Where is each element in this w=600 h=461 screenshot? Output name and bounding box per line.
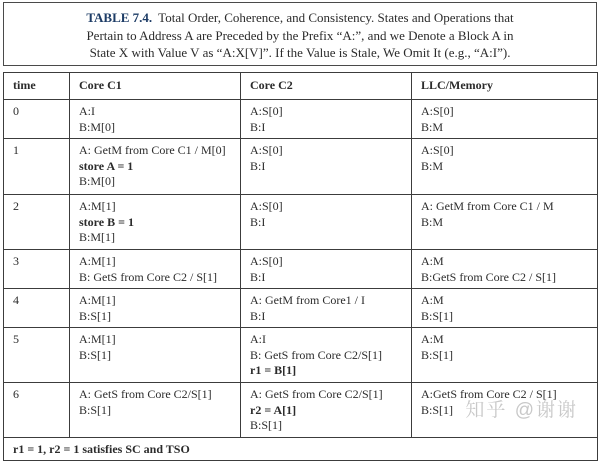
caption-line-2: Pertain to Address A are Preceded by the Prefix “A:”, and we Denote a Block A in bbox=[86, 27, 514, 43]
state-line: B:I bbox=[250, 308, 266, 323]
table-row bbox=[4, 383, 598, 438]
core-c1-cell bbox=[70, 100, 241, 139]
core-c1-cell bbox=[70, 383, 241, 438]
state-line: B:I bbox=[250, 119, 266, 134]
state-line: B:I bbox=[250, 269, 266, 284]
core-c1-cell bbox=[70, 139, 241, 195]
state-line: A:S[0] bbox=[250, 199, 283, 213]
core-c2-cell bbox=[241, 100, 412, 139]
table-row bbox=[4, 250, 598, 289]
state-line: B:I bbox=[250, 158, 266, 173]
core-c2-cell bbox=[241, 328, 412, 383]
table-number-label: TABLE 7.4. bbox=[86, 10, 153, 25]
state-line: A: GetS from Core C2/S[1] bbox=[250, 387, 383, 401]
state-line: B:M[0] bbox=[79, 119, 115, 134]
state-line: B:GetS from Core C2 / S[1] bbox=[421, 269, 556, 284]
state-line: A:S[0] bbox=[250, 143, 283, 157]
core-c2-cell bbox=[241, 383, 412, 438]
state-line: A:M[1] bbox=[79, 293, 116, 307]
core-c1-cell bbox=[70, 195, 241, 250]
table-caption bbox=[3, 2, 597, 66]
zhihu-watermark: 知乎 @谢谢 bbox=[465, 400, 578, 421]
table-row bbox=[4, 328, 598, 383]
state-line: A:S[0] bbox=[250, 254, 283, 268]
program-operation-line: r2 = A[1] bbox=[250, 402, 297, 417]
llc-memory-cell bbox=[412, 383, 598, 438]
state-line: A:M[1] bbox=[79, 199, 116, 213]
state-line: A:M[1] bbox=[79, 254, 116, 268]
state-line: B:M bbox=[421, 119, 444, 134]
core-c1-cell bbox=[70, 250, 241, 289]
state-line: A:GetS from Core C2 / S[1] bbox=[421, 387, 557, 401]
column-header-time: time bbox=[4, 73, 70, 100]
table-body bbox=[4, 100, 598, 438]
state-line: A:M bbox=[421, 254, 444, 268]
state-line: B:M bbox=[421, 214, 444, 229]
time-cell: 3 bbox=[4, 250, 70, 289]
state-line: B:S[1] bbox=[79, 347, 112, 362]
column-header-llc-memory: LLC/Memory bbox=[412, 73, 598, 100]
caption-line-1 bbox=[4, 9, 596, 27]
state-line: B:M[0] bbox=[79, 174, 115, 188]
core-c2-cell bbox=[241, 289, 412, 328]
time-cell: 6 bbox=[4, 383, 70, 438]
state-line: A:I bbox=[79, 104, 95, 118]
state-line: B: GetS from Core C2 / S[1] bbox=[79, 269, 217, 284]
state-line: B:M[1] bbox=[79, 230, 115, 244]
state-line: B:S[1] bbox=[421, 347, 454, 362]
state-line: B:M bbox=[421, 158, 444, 173]
llc-memory-cell bbox=[412, 328, 598, 383]
table-header-row bbox=[4, 73, 598, 100]
time-cell: 5 bbox=[4, 328, 70, 383]
table-row bbox=[4, 195, 598, 250]
llc-memory-cell bbox=[412, 289, 598, 328]
program-operation-line: r1 = B[1] bbox=[250, 363, 297, 377]
table-row bbox=[4, 100, 598, 139]
state-line: A: GetM from Core C1 / M bbox=[421, 199, 554, 213]
llc-memory-cell bbox=[412, 250, 598, 289]
state-line: A:S[0] bbox=[250, 104, 283, 118]
time-cell: 4 bbox=[4, 289, 70, 328]
state-line: A: GetM from Core1 / I bbox=[250, 293, 365, 307]
state-line: A: GetS from Core C2/S[1] bbox=[79, 387, 212, 401]
state-line: A:S[0] bbox=[421, 104, 454, 118]
state-line: A:M bbox=[421, 332, 444, 346]
table-footer-row bbox=[4, 437, 598, 461]
state-line: B:I bbox=[250, 214, 266, 229]
table-row bbox=[4, 139, 598, 195]
core-c1-cell bbox=[70, 289, 241, 328]
column-header-core-c2: Core C2 bbox=[241, 73, 412, 100]
caption-text-1: Total Order, Coherence, and Consistency. States and Operations that bbox=[158, 10, 514, 25]
core-c2-cell bbox=[241, 195, 412, 250]
llc-memory-cell bbox=[412, 195, 598, 250]
time-cell: 0 bbox=[4, 100, 70, 139]
state-line: B:S[1] bbox=[421, 402, 454, 417]
program-operation-line: store A = 1 bbox=[79, 158, 134, 173]
state-line: A:S[0] bbox=[421, 143, 454, 157]
result-summary: r1 = 1, r2 = 1 satisfies SC and TSO bbox=[4, 437, 598, 461]
column-header-core-c1: Core C1 bbox=[70, 73, 241, 100]
state-line: A: GetM from Core C1 / M[0] bbox=[79, 143, 226, 157]
state-line: B:S[1] bbox=[421, 308, 454, 323]
llc-memory-cell bbox=[412, 139, 598, 195]
state-line: B:S[1] bbox=[79, 402, 112, 417]
time-cell: 1 bbox=[4, 139, 70, 195]
time-cell: 2 bbox=[4, 195, 70, 250]
coherence-state-table bbox=[3, 72, 598, 461]
state-line: B:S[1] bbox=[79, 308, 112, 323]
llc-memory-cell bbox=[412, 100, 598, 139]
state-line: A:M[1] bbox=[79, 332, 116, 346]
core-c2-cell bbox=[241, 139, 412, 195]
program-operation-line: store B = 1 bbox=[79, 214, 134, 229]
state-line: B: GetS from Core C2/S[1] bbox=[250, 347, 382, 362]
state-line: B:S[1] bbox=[250, 418, 283, 432]
core-c1-cell bbox=[70, 328, 241, 383]
state-line: A:I bbox=[250, 332, 266, 346]
table-row bbox=[4, 289, 598, 328]
core-c2-cell bbox=[241, 250, 412, 289]
state-line: A:M bbox=[421, 293, 444, 307]
caption-line-3: State X with Value V as “A:X[V]”. If the Value is Stale, We Omit It (e.g., “A:I”). bbox=[89, 45, 511, 60]
